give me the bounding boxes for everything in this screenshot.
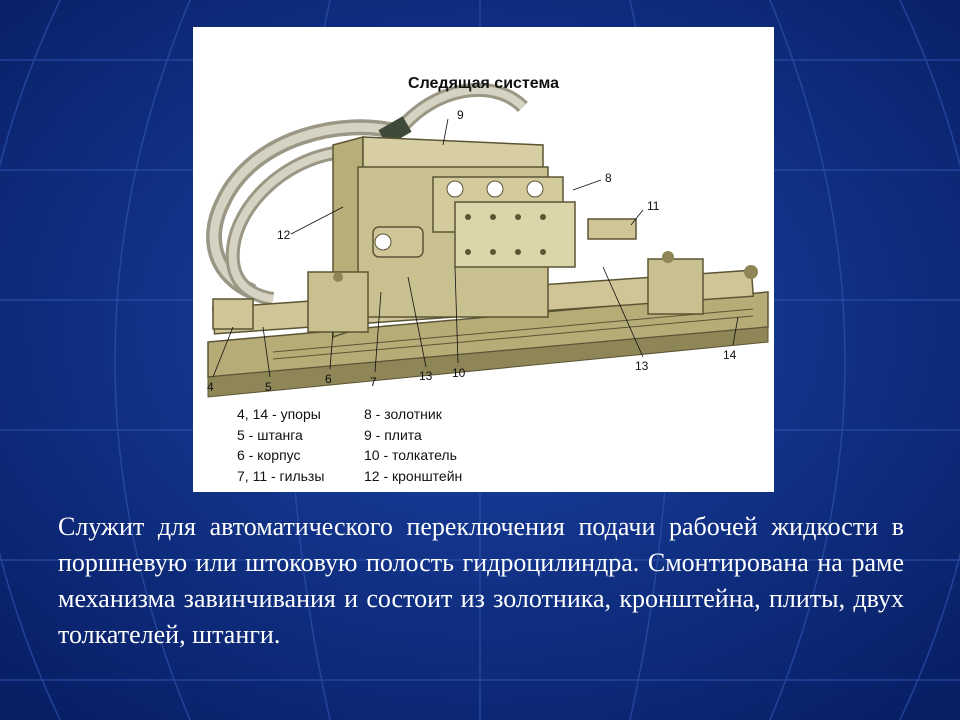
callout-11: 11 [647, 199, 660, 213]
callout-8: 8 [605, 171, 612, 185]
callout-10: 10 [452, 366, 466, 380]
legend-right-column [364, 404, 462, 486]
legend-item: 10 - толкатель [364, 447, 457, 463]
legend-item: 4, 14 - упоры [237, 406, 321, 422]
legend-item: 9 - плита [364, 426, 422, 443]
callout-14: 14 [723, 348, 737, 362]
callout-12: 12 [277, 228, 291, 242]
legend-item: 8 - золотник [364, 406, 442, 422]
callout-4: 4 [207, 380, 214, 394]
callout-7: 7 [370, 375, 377, 389]
legend-item: 12 - кронштейн [364, 467, 463, 484]
legend-item: 7, 11 - гильзы [237, 467, 325, 484]
callout-9: 9 [457, 108, 464, 122]
callout-13-left: 13 [419, 369, 433, 383]
figure-title: Следящая система [408, 75, 559, 92]
legend-left-column [237, 404, 324, 486]
legend-item: 6 - корпус [237, 447, 301, 463]
legend-item: 5 - штанга [237, 426, 303, 443]
slide-body-text: Служит для автоматического переключения подачи рабочей жидкости в поршневую или штоковую полость гидроцилиндра. Смонтирована на раме механизма завинчивания и состоит из золотника, кронштейна, плиты, двух толкателей, штанги. [58, 512, 904, 649]
callout-13-right: 13 [635, 359, 649, 373]
figure-panel [193, 27, 774, 492]
callout-6: 6 [325, 372, 332, 386]
callout-5: 5 [265, 380, 272, 394]
